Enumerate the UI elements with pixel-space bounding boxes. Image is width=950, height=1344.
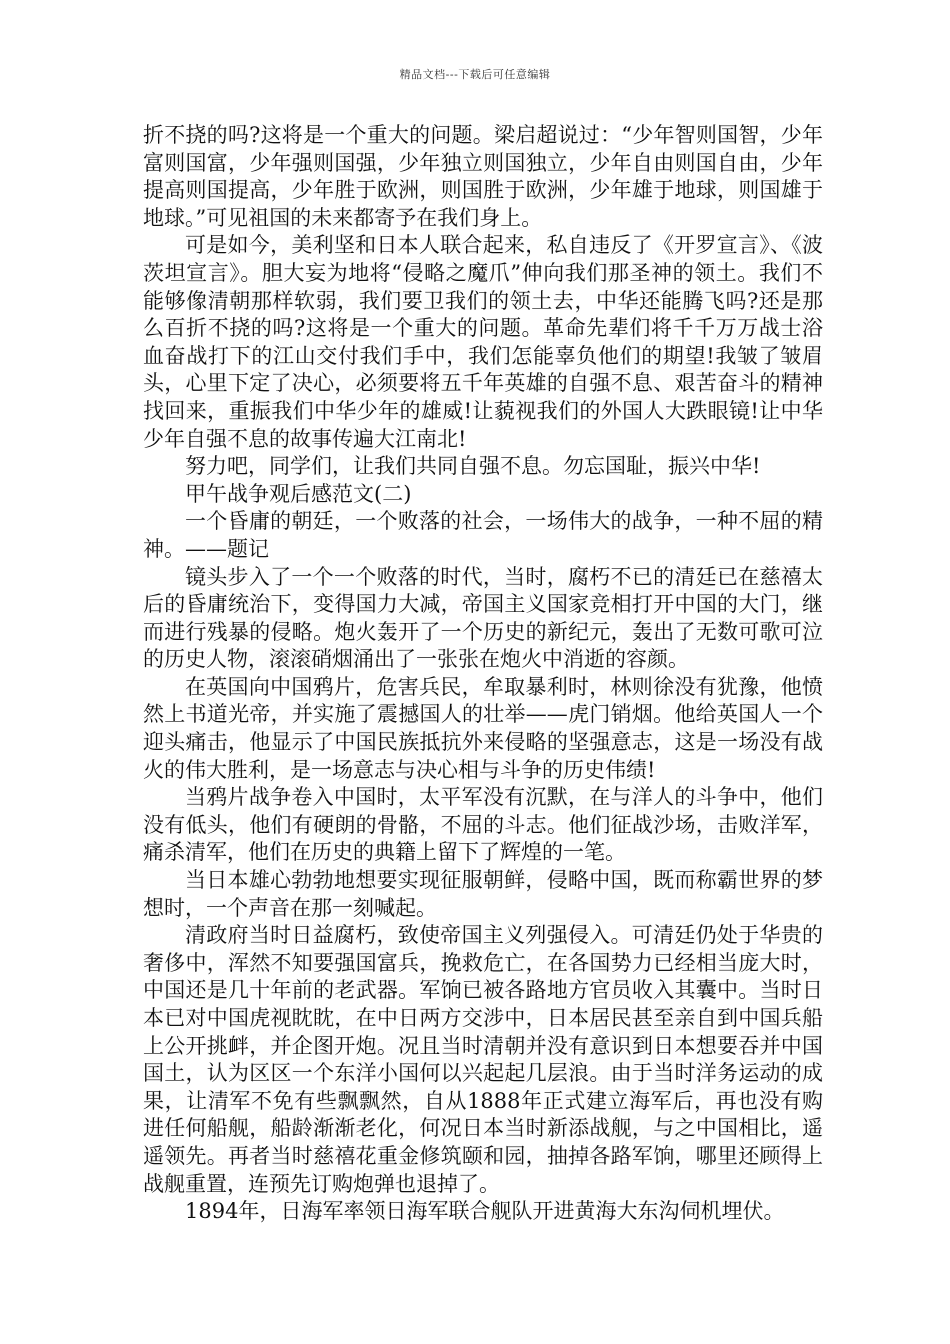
page-header: 精品文档---下载后可任意编辑 — [399, 68, 551, 81]
paragraph: 镜头步入了一个一个败落的时代，当时，腐朽不已的清廷已在慈禧太后的昏庸统治下，变得国力大减，帝国主义国家竞相打开中国的大门，继而进行残暴的侵略。炮火轰开了一个历史的新纪元，轰出了无数可歌可泣的历史人物，滚滚硝烟涌出了一张张在炮火中消逝的容颜。 — [143, 564, 823, 672]
section-title: 甲午战争观后感范文(二) — [185, 481, 412, 506]
paragraph: 可是如今，美利坚和日本人联合起来，私自违反了《开罗宣言》、《波茨坦宣言》。胆大妄为地将“侵略之魔爪”伸向我们那圣神的领土。我们不能够像清朝那样软弱，我们要卫我们的领土去，中华还能腾飞吗?还是那么百折不挠的吗?这将是一个重大的问题。革命先辈们将千千万万战士浴血奋战打下的江山交付我们手中，我们怎能辜负他们的期望!我皱了皱眉头，心里下定了决心，必须要将五千年英雄的自强不息、艰苦奋斗的精神找回来，重振我们中华少年的雄威!让藐视我们的外国人大跌眼镜!让中华少年自强不息的故事传遍大江南北! — [143, 233, 823, 451]
paragraph: 当日本雄心勃勃地想要实现征服朝鲜，侵略中国，既而称霸世界的梦想时，一个声音在那一刻喊起。 — [143, 868, 823, 920]
paragraph: 在英国向中国鸦片，危害兵民，牟取暴利时，林则徐没有犹豫，他愤然上书道光帝，并实施了震撼国人的壮举——虎门销烟。他给英国人一个迎头痛击，他显示了中国民族抵抗外来侵略的坚强意志，这是一场没有战火的伟大胜利，是一场意志与决心相与斗争的历史伟绩! — [143, 674, 823, 782]
paragraph: 清政府当时日益腐朽，致使帝国主义列强侵入。可清廷仍处于华贵的奢侈中，浑然不知要强国富兵，挽救危亡，在各国势力已经相当庞大时，中国还是几十年前的老武器。军饷已被各路地方官员收入其囊中。当时日本已对中国虎视眈眈，在中日两方交涉中，日本居民甚至亲自到中国兵船上公开挑衅，并企图开炮。况且当时清朝并没有意识到日本想要吞并中国国土，认为区区一个东洋小国何以兴起起几层浪。由于当时洋务运动的成果，让清军不免有些飘飘然，自从1888年正式建立海军后，再也没有购进任何船舰，船龄渐渐老化，何况日本当时新添战舰，与之中国相比，遥遥领先。再者当时慈禧花重金修筑颐和园，抽掉各路军饷，哪里还顾得上战舰重置，连预先订购炮弹也退掉了。 — [143, 923, 823, 1196]
paragraph: 折不挠的吗?这将是一个重大的问题。梁启超说过：“少年智则国智，少年富则国富，少年强则国强，少年独立则国独立，少年自由则国自由，少年提高则国提高，少年胜于欧洲，则国胜于欧洲，少年雄于地球，则国雄于地球。”可见祖国的未来都寄予在我们身上。 — [143, 123, 823, 230]
paragraph: 当鸦片战争卷入中国时，太平军没有沉默，在与洋人的斗争中，他们没有低头，他们有硬朗的骨骼，不屈的斗志。他们征战沙场，击败洋军，痛杀清军，他们在历史的典籍上留下了辉煌的一笔。 — [143, 785, 823, 865]
document-body — [143, 122, 823, 1226]
paragraph: 1894年，日海军率领日海军联合舰队开进黄海大东沟伺机埋伏。 — [185, 1199, 785, 1224]
epigraph: 一个昏庸的朝廷，一个败落的社会，一场伟大的战争，一种不屈的精神。——题记 — [143, 509, 823, 561]
paragraph: 努力吧，同学们，让我们共同自强不息。勿忘国耻，振兴中华! — [185, 454, 761, 479]
